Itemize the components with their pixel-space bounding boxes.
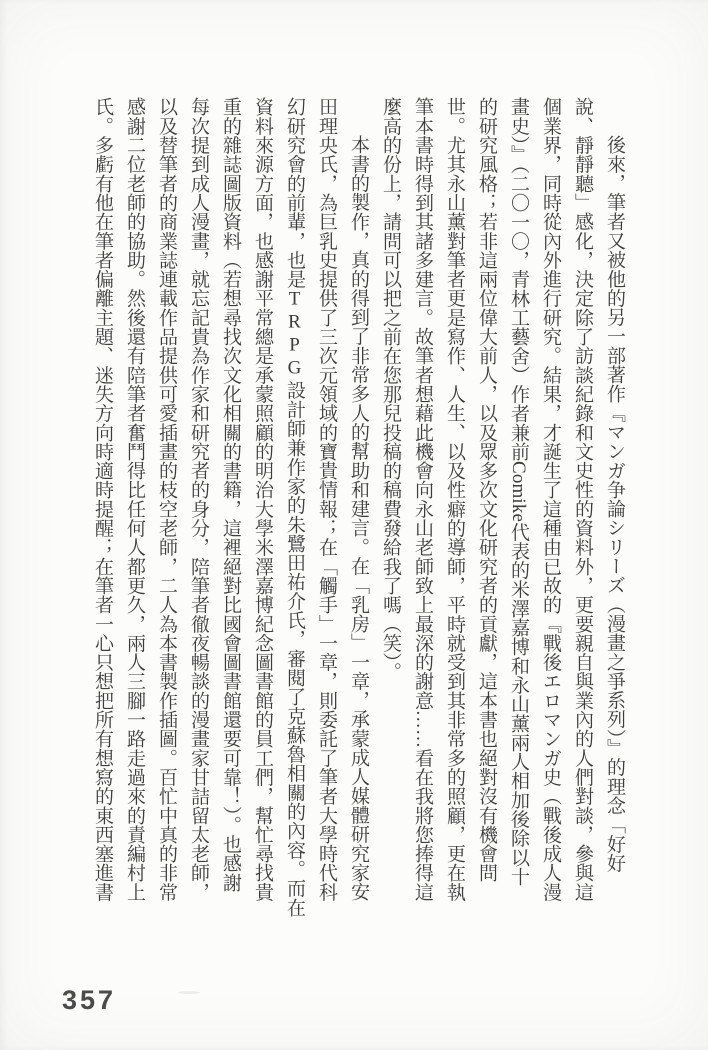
text-column: 畫史）』（二〇一〇，青林工藝舍）作者兼前Comike代表的米澤嘉博和永山薰兩人相加後除以十 <box>508 97 529 886</box>
text-column: 幻研究會的前輩，也是TRPG設計師兼作家的朱鷺田祐介氏，審閱了克蘇魯相關的內容。而在 <box>284 97 305 917</box>
scan-artifact <box>178 991 200 994</box>
text-column: 的研究風格；若非這兩位偉大前人，以及眾多次文化研究者的貢獻，這本書也絕對沒有機會問 <box>476 97 497 883</box>
text-column: 本書的製作，真的得到了非常多人的幫助和建言。在「乳房」一章，承蒙成人媒體研究家安 <box>348 135 369 901</box>
text-column: 筆本書時得到其諸多建言。故筆者想藉此機會向永山老師致上最深的謝意……看在我將您捧得這 <box>412 97 433 902</box>
text-column: 麼高的份上，請問可以把之前在您那兒投稿的稿費發給我了嗎（笑）。 <box>380 97 401 682</box>
text-column: 以及替筆者的商業誌連載作品提供可愛插畫的枝空老師，二人為本書製作插圖。百忙中真的非常 <box>156 97 177 902</box>
text-column: 每次提到成人漫畫，就忘記貴為作家和研究者的身分，陪筆者徹夜暢談的漫畫家甘詰留太老師， <box>188 97 209 902</box>
text-column: 個業界，同時從內外進行研究。結果，才誕生了這種由已故的『戰後エロマンガ史（戰後成人漫 <box>540 97 561 902</box>
afterword-text <box>86 97 630 917</box>
text-column: 世。尤其永山薰對筆者更是寫作、人生、以及性癖的導師，平時就受到其非常多的照顧，更在執 <box>444 97 465 902</box>
text-column: 資料來源方面，也感謝平常總是承蒙照顧的明治大學米澤嘉博紀念圖書館的員工們，幫忙尋找貴 <box>252 97 273 902</box>
text-column: 重的雜誌圖版資料（若想尋找次文化相關的書籍，這裡絕對比國會圖書館還要可靠！）。也感謝 <box>220 97 241 892</box>
text-column: 說、靜靜聽」感化，決定除了訪談紀錄和文史性的資料外，更要親自與業內的人們對談，參與這 <box>572 97 593 902</box>
text-column: 後來，筆者又被他的另一部著作『マンガ争論シリーズ（漫畫之爭系列）』的理念「好好 <box>604 135 625 873</box>
text-column: 田理央氏，為巨乳史提供了三次元領域的寶貴情報；在「觸手」一章，則委託了筆者大學時代科 <box>316 97 337 902</box>
text-column: 感謝二位老師的協助。然後還有陪筆者奮鬥得比任何人都更久，兩人三腳一路走過來的責編村上 <box>124 97 145 902</box>
text-column: 氏。多虧有他在筆者偏離主題、迷失方向時適時提醒；在筆者一心只想把所有想寫的東西塞進書 <box>92 97 113 902</box>
page-number: 357 <box>62 985 117 1015</box>
